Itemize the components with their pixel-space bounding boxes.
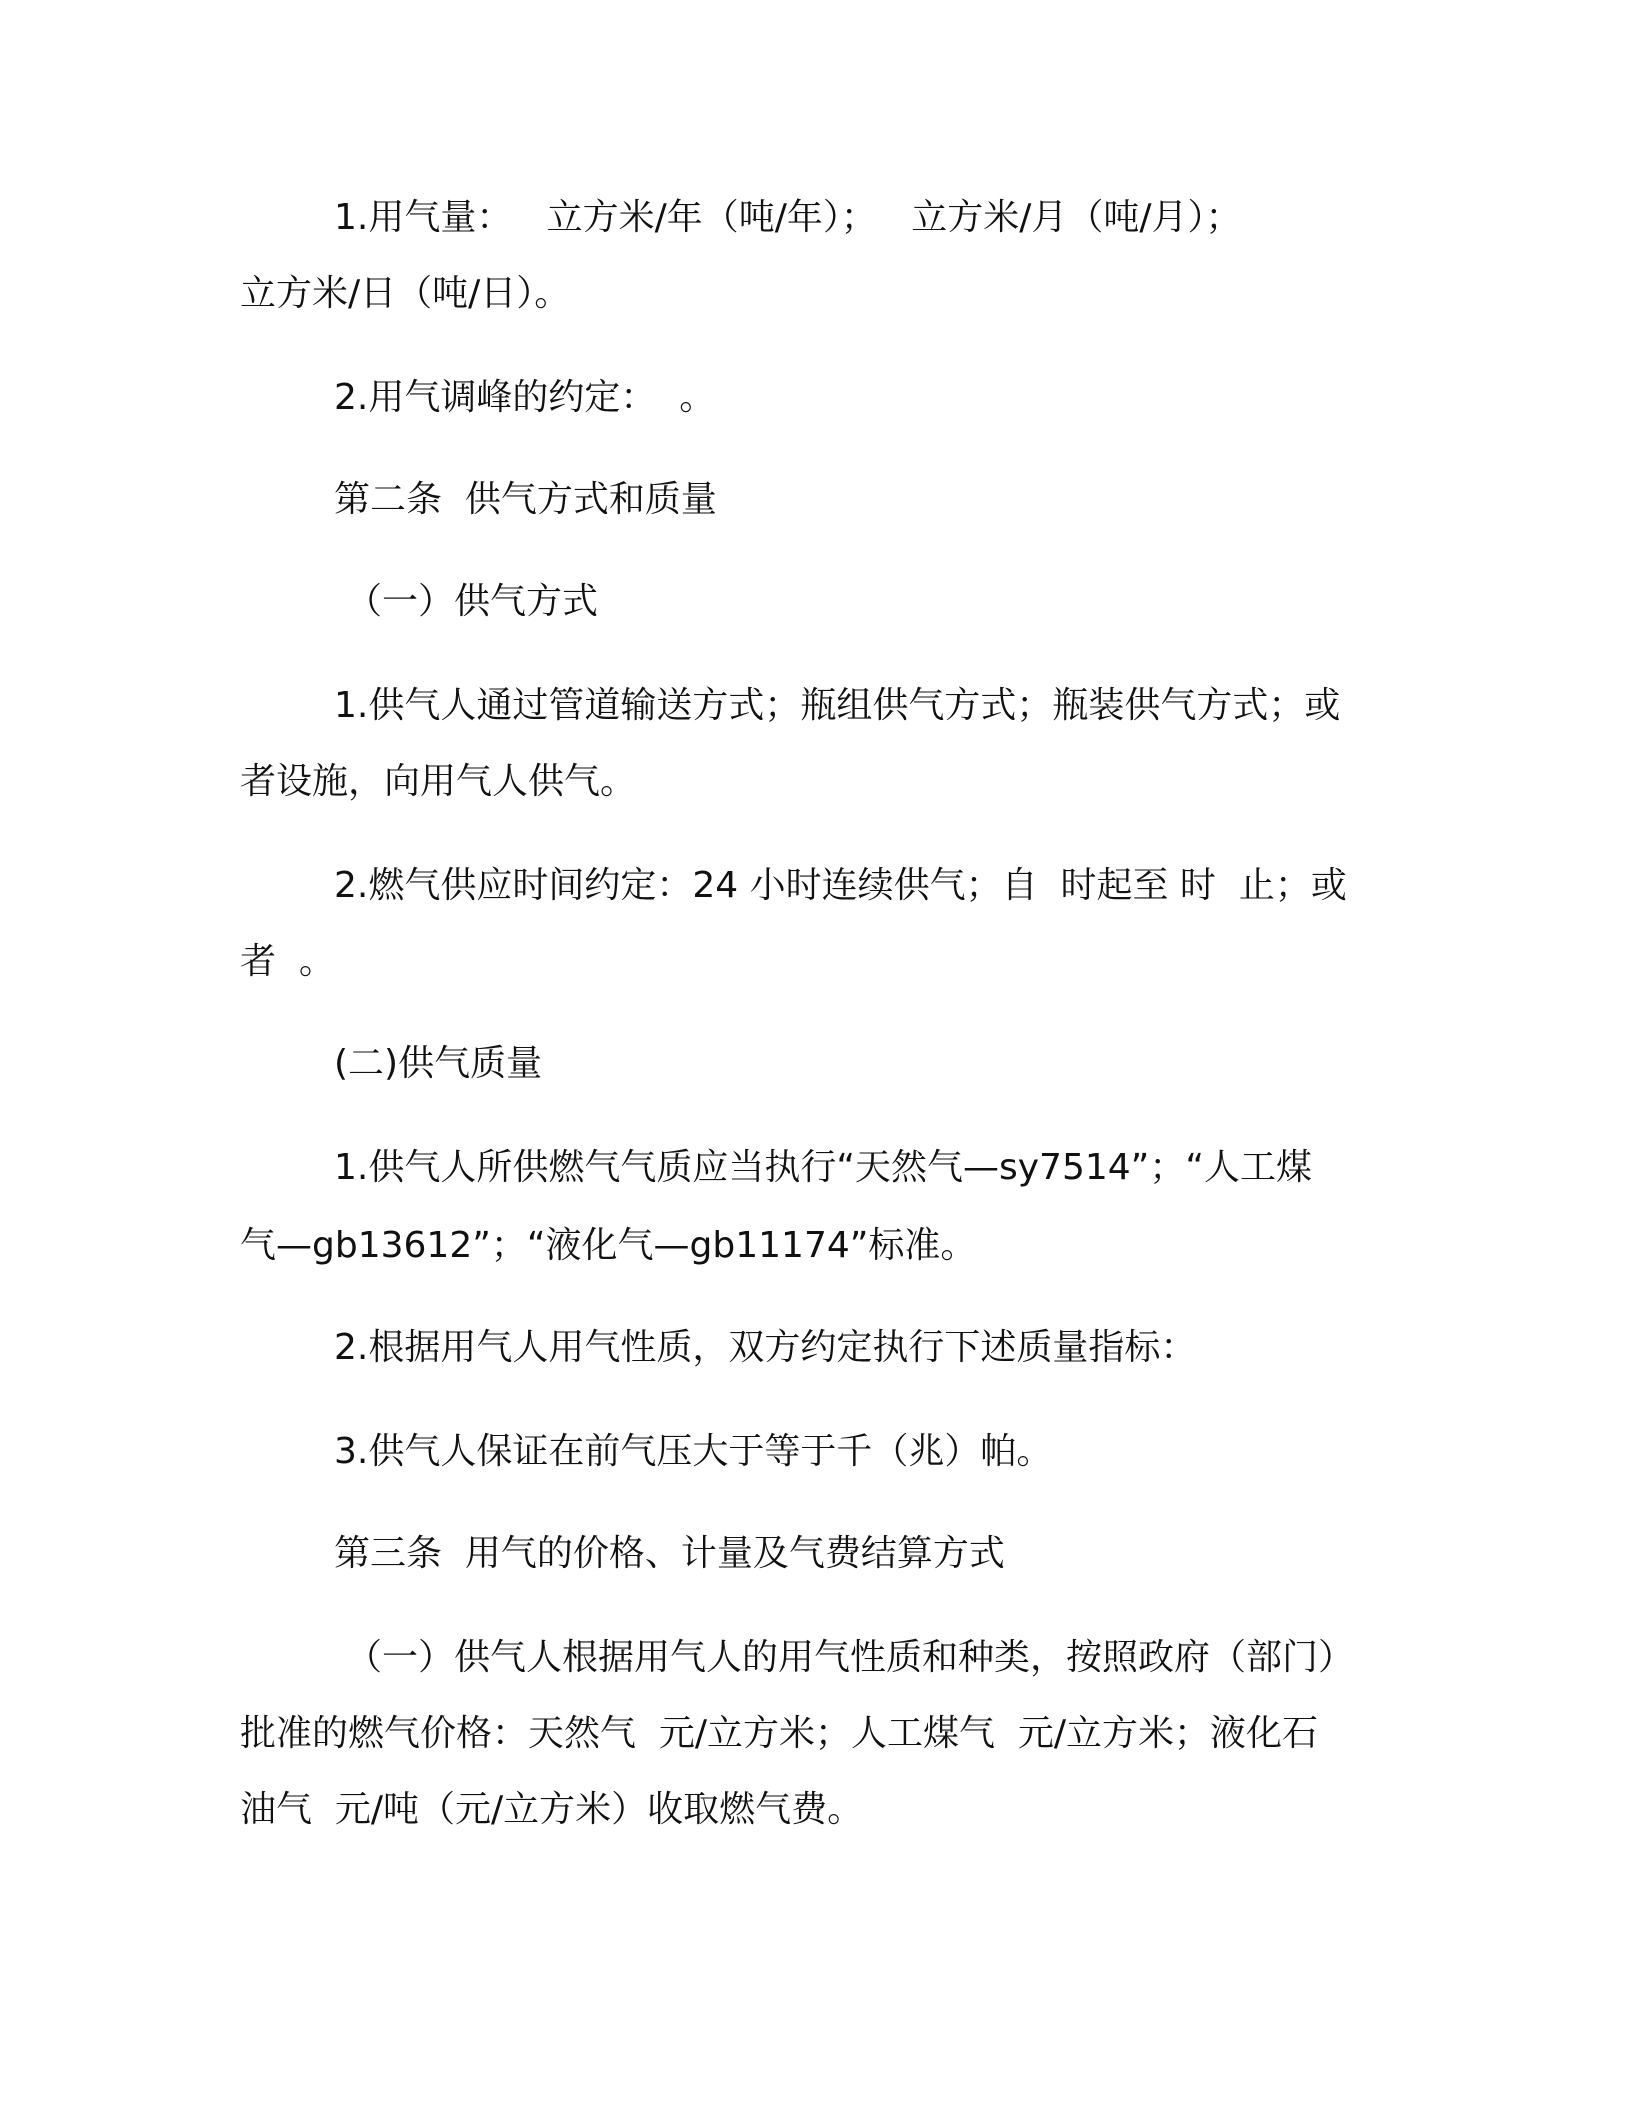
supply-method-clause: 1.供气人通过管道输送方式；瓶组供气方式；瓶装供气方式；或 — [334, 685, 1341, 726]
price-clause: （一）供气人根据用气人的用气性质和种类，按照政府（部门） — [346, 1637, 1355, 1678]
price-clause-continued: 批准的燃气价格：天然气 元/立方米；人工煤气 元/立方米；液化石 — [240, 1713, 1319, 1754]
pressure-clause: 3.供气人保证在前气压大于等于千（兆）帕。 — [334, 1431, 1053, 1472]
peak-regulation-clause: 2.用气调峰的约定： 。 — [334, 377, 716, 418]
article-three-heading: 第三条 用气的价格、计量及气费结算方式 — [334, 1533, 1005, 1574]
supply-method-heading: （一）供气方式 — [346, 581, 599, 622]
usage-volume-clause: 1.用气量： 立方米/年（吨/年）； 立方米/月（吨/月）； — [334, 197, 1242, 238]
gas-standard-clause: 1.供气人所供燃气气质应当执行“天然气—sy7514”；“人工煤 — [334, 1147, 1312, 1188]
supply-quality-heading: (二)供气质量 — [334, 1043, 543, 1084]
supply-method-clause-continued: 者设施，向用气人供气。 — [240, 761, 637, 802]
article-two-heading: 第二条 供气方式和质量 — [334, 479, 717, 520]
quality-indicator-clause: 2.根据用气人用气性质，双方约定执行下述质量指标： — [334, 1327, 1197, 1368]
supply-time-clause-continued: 者 。 — [240, 941, 335, 982]
supply-time-clause: 2.燃气供应时间约定：24 小时连续供气；自 时起至 时 止；或 — [334, 865, 1347, 906]
usage-volume-clause-continued: 立方米/日（吨/日）。 — [240, 273, 571, 314]
gas-standard-clause-continued: 气—gb13612”；“液化气—gb11174”标准。 — [240, 1225, 977, 1266]
price-clause-end: 油气 元/吨（元/立方米）收取燃气费。 — [240, 1789, 864, 1830]
